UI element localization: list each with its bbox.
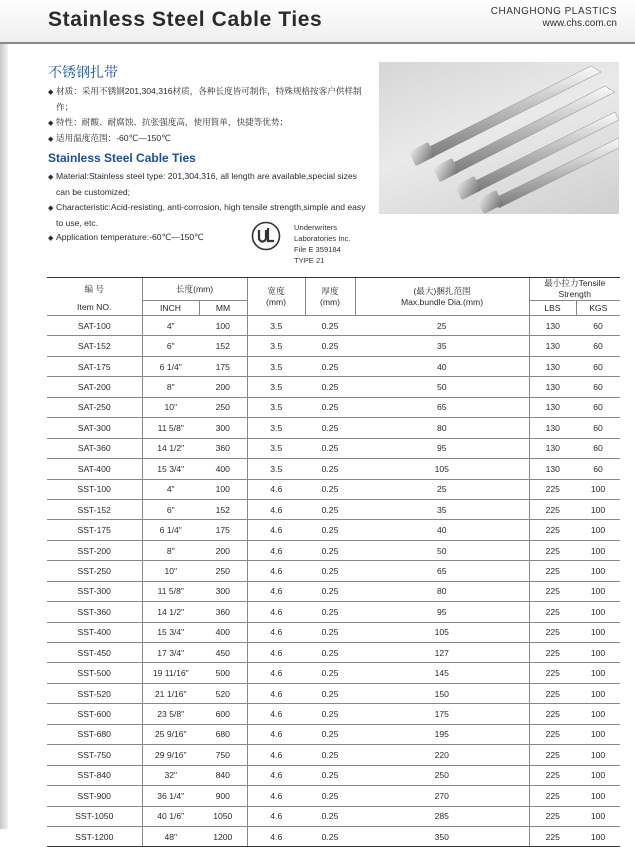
cell-item: SST-360	[47, 602, 142, 622]
bullet-icon: ◆	[48, 204, 54, 212]
cell-mm: 152	[199, 336, 247, 356]
cell-lbs: 130	[529, 459, 576, 479]
table-row	[47, 786, 620, 806]
cell-width: 4.6	[247, 561, 305, 581]
cell-kgs: 100	[576, 643, 620, 663]
cell-lbs: 225	[529, 643, 576, 663]
cell-mm: 750	[199, 745, 247, 765]
cell-inch: 14 1/2"	[142, 438, 199, 458]
cell-bundle: 350	[355, 826, 529, 846]
cell-thickness: 0.25	[305, 499, 355, 519]
ul-certification-logo	[251, 221, 281, 251]
left-edge-stripe	[0, 44, 8, 829]
header-thickness: 厚度 (mm)	[305, 278, 355, 316]
cell-mm: 520	[199, 683, 247, 703]
cell-width: 4.6	[247, 806, 305, 826]
cell-mm: 175	[199, 520, 247, 540]
cell-mm: 250	[199, 561, 247, 581]
cell-thickness: 0.25	[305, 581, 355, 601]
cell-kgs: 100	[576, 683, 620, 703]
english-bullet: ◆ Material:Stainless steel type: 201,304,316, all length are available,special sizes can be customized;	[48, 171, 357, 198]
cell-mm: 1200	[199, 826, 247, 846]
cell-inch: 17 3/4"	[142, 643, 199, 663]
cell-bundle: 65	[355, 397, 529, 417]
cell-bundle: 95	[355, 438, 529, 458]
table-row	[47, 806, 620, 826]
bullet-icon: ◆	[48, 119, 54, 127]
table-row	[47, 561, 620, 581]
cell-width: 4.6	[247, 724, 305, 744]
page-title: Stainless Steel Cable Ties	[48, 8, 323, 31]
cell-inch: 36 1/4"	[142, 786, 199, 806]
cell-mm: 1050	[199, 806, 247, 826]
cell-thickness: 0.25	[305, 397, 355, 417]
cell-lbs: 225	[529, 765, 576, 785]
cell-item: SST-750	[47, 745, 142, 765]
cell-lbs: 130	[529, 316, 576, 336]
certification-line: Underwriters	[294, 223, 338, 232]
cell-inch: 48"	[142, 826, 199, 846]
cell-bundle: 40	[355, 520, 529, 540]
cell-item: SAT-400	[47, 459, 142, 479]
table-row	[47, 316, 620, 336]
cell-kgs: 60	[576, 336, 620, 356]
bullet-icon: ◆	[48, 174, 54, 181]
certification-line: Laboratories Inc.	[294, 234, 351, 243]
header-kgs: KGS	[576, 301, 620, 316]
cell-mm: 200	[199, 377, 247, 397]
certification-line: File E 359184	[294, 245, 341, 254]
cell-thickness: 0.25	[305, 826, 355, 846]
cell-width: 4.6	[247, 786, 305, 806]
cell-kgs: 100	[576, 786, 620, 806]
cell-bundle: 150	[355, 683, 529, 703]
cell-bundle: 175	[355, 704, 529, 724]
cell-width: 4.6	[247, 520, 305, 540]
certification-text	[294, 222, 351, 266]
cell-mm: 152	[199, 499, 247, 519]
cell-item: SAT-100	[47, 316, 142, 336]
cell-bundle: 50	[355, 377, 529, 397]
cell-kgs: 100	[576, 479, 620, 499]
cell-bundle: 65	[355, 561, 529, 581]
cell-inch: 8"	[142, 377, 199, 397]
table-row	[47, 540, 620, 560]
cell-lbs: 130	[529, 377, 576, 397]
specification-table	[47, 277, 620, 847]
cell-bundle: 127	[355, 643, 529, 663]
header-length: 长度(mm)	[142, 278, 247, 301]
cell-kgs: 60	[576, 418, 620, 438]
cell-thickness: 0.25	[305, 622, 355, 642]
cell-mm: 360	[199, 602, 247, 622]
cell-inch: 25 9/16"	[142, 724, 199, 744]
table-row	[47, 336, 620, 356]
cell-lbs: 130	[529, 438, 576, 458]
cell-lbs: 225	[529, 806, 576, 826]
cell-thickness: 0.25	[305, 765, 355, 785]
cell-width: 4.6	[247, 540, 305, 560]
table-row	[47, 745, 620, 765]
table-row	[47, 520, 620, 540]
cell-bundle: 80	[355, 418, 529, 438]
cell-lbs: 130	[529, 356, 576, 376]
cell-kgs: 60	[576, 459, 620, 479]
cell-item: SST-152	[47, 499, 142, 519]
cell-mm: 100	[199, 316, 247, 336]
cell-kgs: 100	[576, 602, 620, 622]
cell-lbs: 225	[529, 561, 576, 581]
cell-thickness: 0.25	[305, 704, 355, 724]
cell-lbs: 225	[529, 581, 576, 601]
cell-kgs: 100	[576, 704, 620, 724]
chinese-bullet: ◆ 材质：采用不锈钢201,304,316材质，各种长度皆可制作，特殊规格按客户供样制作；	[48, 86, 362, 113]
cell-mm: 900	[199, 786, 247, 806]
cell-width: 4.6	[247, 683, 305, 703]
cell-lbs: 225	[529, 745, 576, 765]
table-row	[47, 581, 620, 601]
cell-inch: 6"	[142, 336, 199, 356]
cell-item: SAT-175	[47, 356, 142, 376]
cell-item: SST-500	[47, 663, 142, 683]
cell-inch: 32"	[142, 765, 199, 785]
cell-bundle: 105	[355, 459, 529, 479]
cell-bundle: 270	[355, 786, 529, 806]
cell-thickness: 0.25	[305, 336, 355, 356]
cell-item: SST-100	[47, 479, 142, 499]
cell-width: 4.6	[247, 622, 305, 642]
cell-lbs: 225	[529, 724, 576, 744]
cell-lbs: 225	[529, 683, 576, 703]
cell-width: 4.6	[247, 581, 305, 601]
cell-mm: 840	[199, 765, 247, 785]
cell-width: 3.5	[247, 336, 305, 356]
table-row	[47, 622, 620, 642]
cell-width: 3.5	[247, 397, 305, 417]
cell-mm: 250	[199, 397, 247, 417]
cell-bundle: 35	[355, 499, 529, 519]
cell-mm: 100	[199, 479, 247, 499]
cell-bundle: 35	[355, 336, 529, 356]
cell-inch: 29 9/16"	[142, 745, 199, 765]
cell-thickness: 0.25	[305, 438, 355, 458]
table-row	[47, 377, 620, 397]
cell-mm: 300	[199, 418, 247, 438]
table-row	[47, 765, 620, 785]
cell-kgs: 100	[576, 765, 620, 785]
cell-thickness: 0.25	[305, 806, 355, 826]
cell-inch: 15 3/4"	[142, 459, 199, 479]
table-row	[47, 418, 620, 438]
cell-kgs: 60	[576, 438, 620, 458]
cell-kgs: 100	[576, 499, 620, 519]
cell-inch: 4"	[142, 479, 199, 499]
cell-width: 4.6	[247, 479, 305, 499]
cell-inch: 40 1/6"	[142, 806, 199, 826]
cell-mm: 500	[199, 663, 247, 683]
cell-item: SST-900	[47, 786, 142, 806]
table-row	[47, 643, 620, 663]
cell-thickness: 0.25	[305, 356, 355, 376]
cell-bundle: 25	[355, 479, 529, 499]
table-row	[47, 397, 620, 417]
cell-thickness: 0.25	[305, 724, 355, 744]
cell-item: SAT-360	[47, 438, 142, 458]
cell-inch: 4"	[142, 316, 199, 336]
cell-item: SST-1050	[47, 806, 142, 826]
cell-lbs: 225	[529, 499, 576, 519]
cell-item: SST-450	[47, 643, 142, 663]
table-row	[47, 826, 620, 846]
cell-mm: 175	[199, 356, 247, 376]
cell-thickness: 0.25	[305, 602, 355, 622]
cell-kgs: 60	[576, 356, 620, 376]
cell-inch: 15 3/4"	[142, 622, 199, 642]
cell-thickness: 0.25	[305, 316, 355, 336]
brand-website: www.chs.com.cn	[542, 18, 617, 29]
cable-ties-illustration	[379, 62, 619, 214]
table-row	[47, 724, 620, 744]
header-inch: INCH	[142, 301, 199, 316]
chinese-bullet-list	[48, 84, 368, 147]
cell-bundle: 95	[355, 602, 529, 622]
cell-lbs: 225	[529, 479, 576, 499]
cell-kgs: 100	[576, 540, 620, 560]
cell-kgs: 100	[576, 520, 620, 540]
cell-kgs: 100	[576, 561, 620, 581]
cell-inch: 6 1/4"	[142, 520, 199, 540]
english-heading: Stainless Steel Cable Ties	[48, 151, 196, 165]
cell-width: 4.6	[247, 704, 305, 724]
table-row	[47, 663, 620, 683]
cell-inch: 6 1/4"	[142, 356, 199, 376]
chinese-heading: 不锈钢扎带	[48, 64, 118, 80]
cell-inch: 10"	[142, 561, 199, 581]
cell-width: 3.5	[247, 316, 305, 336]
chinese-bullet: ◆ 适用温度范围：-60℃—150℃	[48, 131, 368, 147]
header-mm: MM	[199, 301, 247, 316]
header-bundle: (最大)捆扎范围 Max.bundle Dia.(mm)	[355, 278, 529, 316]
cell-lbs: 225	[529, 826, 576, 846]
cell-thickness: 0.25	[305, 786, 355, 806]
cell-bundle: 285	[355, 806, 529, 826]
cell-kgs: 100	[576, 581, 620, 601]
cell-thickness: 0.25	[305, 683, 355, 703]
cell-lbs: 225	[529, 786, 576, 806]
cell-kgs: 100	[576, 622, 620, 642]
cell-item: SST-600	[47, 704, 142, 724]
english-bullet: ◆ Application temperature:-60℃—150℃	[48, 230, 368, 246]
cell-thickness: 0.25	[305, 663, 355, 683]
cell-item: SAT-200	[47, 377, 142, 397]
cable-tie-1	[409, 66, 601, 166]
cell-inch: 21 1/16"	[142, 683, 199, 703]
cell-kgs: 100	[576, 745, 620, 765]
product-photo	[379, 62, 619, 214]
cell-lbs: 130	[529, 418, 576, 438]
cell-lbs: 225	[529, 622, 576, 642]
header-band	[0, 0, 635, 44]
cell-inch: 14 1/2"	[142, 602, 199, 622]
cell-mm: 400	[199, 622, 247, 642]
cell-width: 4.6	[247, 663, 305, 683]
cell-width: 3.5	[247, 459, 305, 479]
cell-kgs: 60	[576, 316, 620, 336]
cell-bundle: 25	[355, 316, 529, 336]
cell-item: SAT-152	[47, 336, 142, 356]
cell-mm: 360	[199, 438, 247, 458]
cell-inch: 19 11/16"	[142, 663, 199, 683]
cell-item: SST-175	[47, 520, 142, 540]
cell-lbs: 225	[529, 602, 576, 622]
cell-bundle: 145	[355, 663, 529, 683]
header-item-cn: 编 号	[47, 278, 142, 301]
cell-inch: 11 5/8"	[142, 581, 199, 601]
header-item-en: Item NO.	[77, 302, 112, 313]
cell-lbs: 225	[529, 704, 576, 724]
table-row	[47, 704, 620, 724]
cell-thickness: 0.25	[305, 459, 355, 479]
cell-item: SST-1200	[47, 826, 142, 846]
cell-thickness: 0.25	[305, 418, 355, 438]
cell-kgs: 60	[576, 377, 620, 397]
cell-mm: 680	[199, 724, 247, 744]
cell-item: SST-520	[47, 683, 142, 703]
table-row	[47, 479, 620, 499]
table-body	[47, 316, 620, 847]
cell-item: SST-300	[47, 581, 142, 601]
cell-lbs: 225	[529, 520, 576, 540]
cell-item: SST-840	[47, 765, 142, 785]
cell-lbs: 225	[529, 663, 576, 683]
table-row	[47, 438, 620, 458]
cell-kgs: 100	[576, 806, 620, 826]
cell-width: 4.6	[247, 745, 305, 765]
cell-bundle: 250	[355, 765, 529, 785]
cell-bundle: 220	[355, 745, 529, 765]
cell-item: SAT-300	[47, 418, 142, 438]
cell-mm: 300	[199, 581, 247, 601]
certification-line: TYPE 21	[294, 256, 325, 265]
cell-item: SST-200	[47, 540, 142, 560]
english-bullet: ◆ Characteristic:Acid-resisting, anti-corrosion, high tensile strength,simple and easy to use, etc.	[48, 201, 366, 228]
cell-lbs: 225	[529, 540, 576, 560]
cell-item: SAT-250	[47, 397, 142, 417]
cell-thickness: 0.25	[305, 643, 355, 663]
cell-inch: 8"	[142, 540, 199, 560]
cell-inch: 11 5/8"	[142, 418, 199, 438]
header-lbs: LBS	[529, 301, 576, 316]
cell-width: 3.5	[247, 377, 305, 397]
cell-thickness: 0.25	[305, 745, 355, 765]
cell-width: 4.6	[247, 643, 305, 663]
cell-kgs: 100	[576, 663, 620, 683]
cell-kgs: 100	[576, 724, 620, 744]
chinese-bullet: ◆ 特性：耐酸、耐腐蚀、抗张强度高，使用简单，快捷等优势；	[48, 115, 368, 131]
cell-inch: 6"	[142, 499, 199, 519]
table-row	[47, 602, 620, 622]
table-row	[47, 683, 620, 703]
cell-width: 3.5	[247, 418, 305, 438]
cell-mm: 600	[199, 704, 247, 724]
cell-kgs: 100	[576, 826, 620, 846]
cell-item: SST-400	[47, 622, 142, 642]
header-width: 宽度 (mm)	[247, 278, 305, 316]
header-tensile: 最小拉力Tensile Strength	[529, 278, 620, 301]
cell-thickness: 0.25	[305, 479, 355, 499]
cell-mm: 200	[199, 540, 247, 560]
cell-mm: 450	[199, 643, 247, 663]
cell-mm: 400	[199, 459, 247, 479]
cell-thickness: 0.25	[305, 520, 355, 540]
cell-inch: 23 5/8"	[142, 704, 199, 724]
cell-thickness: 0.25	[305, 561, 355, 581]
cell-inch: 10"	[142, 397, 199, 417]
table-row	[47, 459, 620, 479]
bullet-icon: ◆	[48, 135, 54, 143]
cell-width: 4.6	[247, 765, 305, 785]
cell-thickness: 0.25	[305, 377, 355, 397]
table-row	[47, 499, 620, 519]
brand-name: CHANGHONG PLASTICS	[490, 6, 617, 17]
table-row	[47, 356, 620, 376]
bullet-icon: ◆	[48, 89, 54, 96]
cell-width: 4.6	[247, 826, 305, 846]
cell-lbs: 130	[529, 397, 576, 417]
cell-bundle: 80	[355, 581, 529, 601]
cell-kgs: 60	[576, 397, 620, 417]
cell-bundle: 195	[355, 724, 529, 744]
cell-item: SST-250	[47, 561, 142, 581]
cell-bundle: 105	[355, 622, 529, 642]
cell-bundle: 40	[355, 356, 529, 376]
cell-width: 3.5	[247, 356, 305, 376]
brand-block	[491, 6, 617, 30]
cell-width: 3.5	[247, 438, 305, 458]
cell-lbs: 130	[529, 336, 576, 356]
cell-thickness: 0.25	[305, 540, 355, 560]
cell-width: 4.6	[247, 602, 305, 622]
bullet-icon: ◆	[48, 235, 54, 243]
cell-bundle: 50	[355, 540, 529, 560]
cell-item: SST-680	[47, 724, 142, 744]
table-header	[47, 278, 620, 316]
cell-width: 4.6	[247, 499, 305, 519]
